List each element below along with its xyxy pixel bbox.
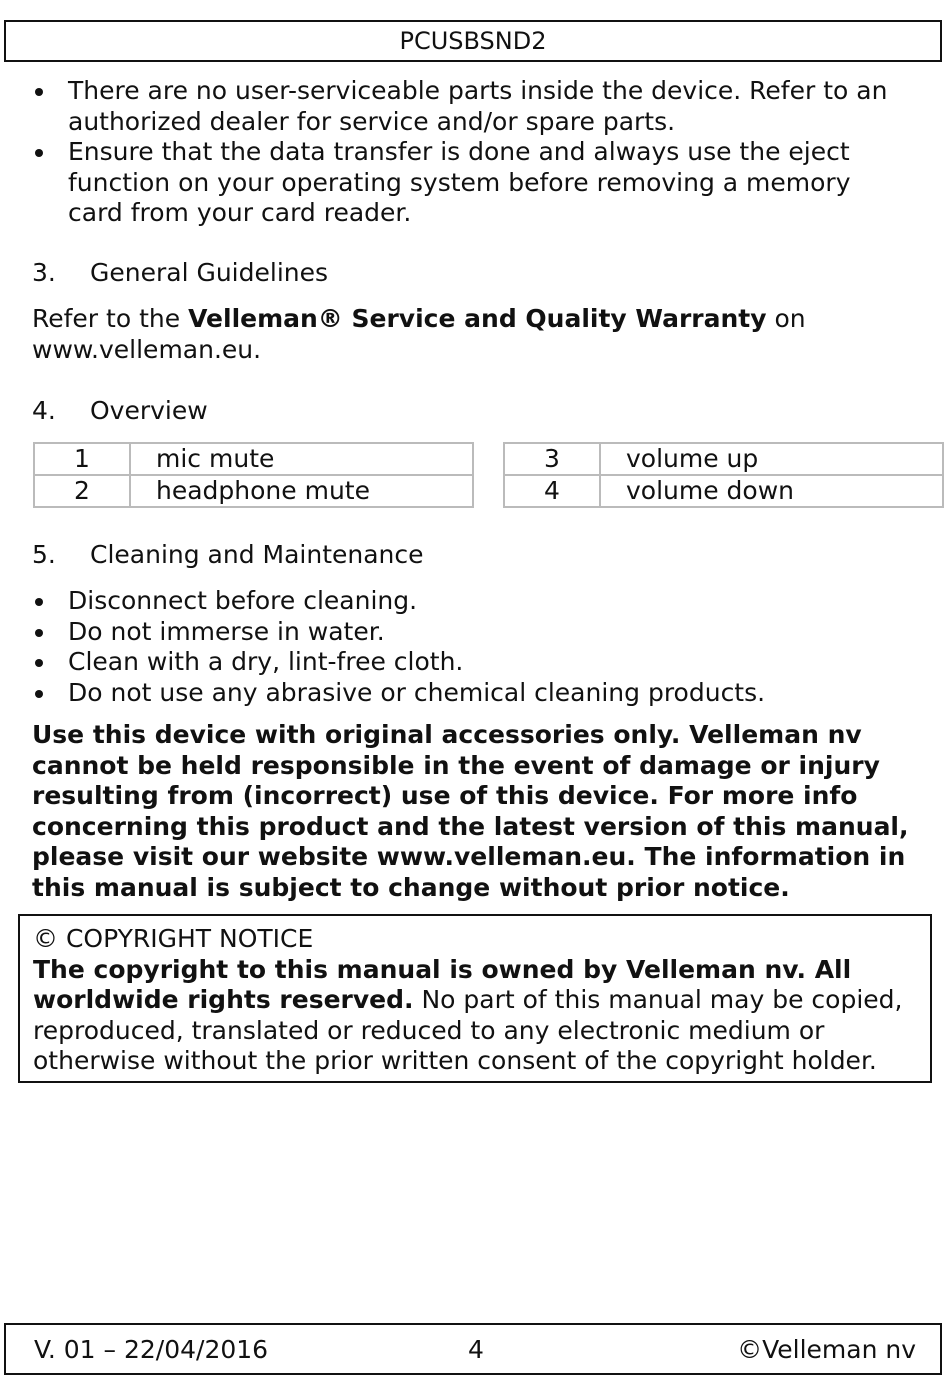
table-row — [34, 443, 473, 475]
item-number: 3 — [504, 443, 600, 475]
warranty-name: Velleman® Service and Quality Warranty — [188, 304, 767, 333]
section-number: 4. — [32, 396, 56, 425]
intro-bullet-list — [32, 76, 912, 229]
table-row — [504, 443, 943, 475]
item-number: 4 — [504, 475, 600, 507]
list-item: Do not use any abrasive or chemical cleaning products. — [32, 678, 912, 709]
copyright-heading: © COPYRIGHT NOTICE — [33, 924, 314, 953]
warranty-text-before: Refer to the — [32, 304, 189, 333]
section-title: Overview — [90, 396, 208, 425]
copyright-notice — [18, 914, 932, 1083]
section-number: 3. — [32, 258, 56, 287]
warning-paragraph: Use this device with original accessories only. Velleman nv cannot be held responsible in the event of damage or injury resulting from (incorrect) use of this device. For more info concerning this product and the latest version of this manual, please visit our website www.velleman.eu. The information in this manual is subject to change without prior notice. — [32, 720, 909, 902]
copyright-normal-text: No part of this manual may be copied, reproduced, translated or reduced to any electronic medium or otherwise without the prior written consent of the copyright holder. — [33, 985, 903, 1075]
copyright-bold-text: The copyright to this manual is owned by Velleman nv. All worldwide rights reserved. — [33, 954, 852, 1014]
table-row — [34, 475, 473, 507]
table-row — [504, 475, 943, 507]
footer-copyright: ©Velleman nv — [737, 1335, 916, 1364]
section-title: General Guidelines — [90, 258, 329, 287]
copyright-body — [33, 955, 930, 1077]
list-item: Disconnect before cleaning. — [32, 586, 912, 617]
section-title: Cleaning and Maintenance — [90, 540, 424, 569]
page-header — [4, 20, 942, 62]
item-label: headphone mute — [130, 475, 473, 507]
item-label: volume down — [600, 475, 943, 507]
list-item: Clean with a dry, lint-free cloth. — [32, 647, 912, 678]
overview-table-left — [33, 442, 474, 508]
list-item: Ensure that the data transfer is done and always use the eject function on your operating system before removing a memory card from your card reader. — [32, 137, 912, 229]
section-5-heading — [32, 540, 424, 569]
section-3-heading — [32, 258, 328, 287]
page-number: 4 — [468, 1335, 484, 1364]
cleaning-bullet-list — [32, 586, 912, 708]
item-number: 2 — [34, 475, 130, 507]
overview-table-right — [503, 442, 944, 508]
page-footer — [4, 1323, 942, 1375]
list-item: Do not immerse in water. — [32, 617, 912, 648]
warranty-paragraph — [32, 304, 922, 365]
list-item: There are no user-serviceable parts inside the device. Refer to an authorized dealer for service and/or spare parts. — [32, 76, 912, 137]
warranty-text-after: on www.velleman.eu. — [32, 304, 806, 364]
version-date: V. 01 – 22/04/2016 — [34, 1335, 269, 1364]
item-label: mic mute — [130, 443, 473, 475]
item-number: 1 — [34, 443, 130, 475]
item-label: volume up — [600, 443, 943, 475]
model-name: PCUSBSND2 — [399, 27, 547, 55]
section-4-heading — [32, 396, 208, 425]
section-number: 5. — [32, 540, 56, 569]
